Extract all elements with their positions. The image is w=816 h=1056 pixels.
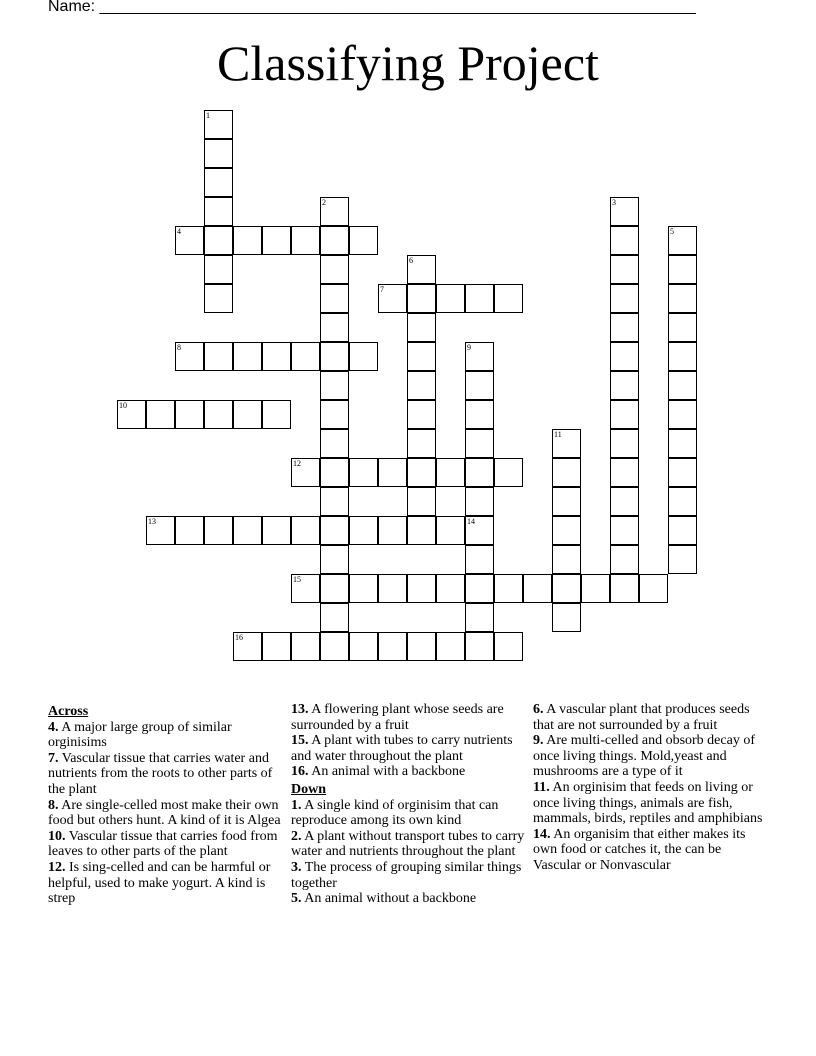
- cell-number: 14: [467, 517, 475, 526]
- crossword-cell[interactable]: [668, 400, 697, 429]
- crossword-cell[interactable]: [204, 516, 233, 545]
- crossword-cell[interactable]: [465, 603, 494, 632]
- cell-number: 8: [177, 343, 181, 352]
- crossword-cell[interactable]: [668, 545, 697, 574]
- clue-text: Are single-celled most make their own food but others hunt. A kind of it is Algea: [48, 797, 281, 829]
- crossword-cell[interactable]: [175, 400, 204, 429]
- clue-column-3: [533, 702, 769, 874]
- crossword-cell[interactable]: [262, 226, 291, 255]
- crossword-cell[interactable]: [494, 284, 523, 313]
- cell-number: 11: [554, 430, 562, 439]
- crossword-cell[interactable]: [610, 516, 639, 545]
- crossword-cell[interactable]: [610, 342, 639, 371]
- crossword-cell[interactable]: [668, 342, 697, 371]
- clue-column-1: [48, 702, 284, 907]
- crossword-cell[interactable]: [349, 574, 378, 603]
- crossword-cell[interactable]: [320, 487, 349, 516]
- clue-text: An animal with a backbone: [308, 764, 466, 780]
- across-heading: Across: [48, 704, 89, 719]
- clue-number: 5.: [291, 891, 302, 907]
- clue-number: 3.: [291, 859, 302, 875]
- crossword-cell[interactable]: [146, 400, 175, 429]
- clue-number: 4.: [48, 719, 59, 735]
- crossword-cell[interactable]: [610, 574, 639, 603]
- crossword-cell[interactable]: [262, 632, 291, 661]
- clue-number: 13.: [291, 702, 309, 717]
- crossword-cell[interactable]: [494, 458, 523, 487]
- clue-text: Is sing-celled and can be harmful or helpful, used to make yogurt. A kind is strep: [48, 859, 271, 907]
- crossword-cell[interactable]: [407, 371, 436, 400]
- crossword-cell[interactable]: [175, 226, 204, 255]
- crossword-cell[interactable]: [233, 342, 262, 371]
- clue-down-14: [533, 827, 769, 874]
- clue-number: 16.: [291, 764, 309, 780]
- cell-number: 15: [293, 575, 301, 584]
- crossword-cell[interactable]: [465, 400, 494, 429]
- clue-number: 6.: [533, 702, 544, 717]
- crossword-cell[interactable]: [552, 545, 581, 574]
- crossword-cell[interactable]: [204, 226, 233, 255]
- clue-down-11: [533, 780, 769, 827]
- clue-down-9: [533, 733, 769, 780]
- clue-down-1: [291, 798, 527, 829]
- crossword-cell[interactable]: [117, 400, 146, 429]
- crossword-cell[interactable]: [291, 516, 320, 545]
- clue-text: A flowering plant whose seeds are surrounded by a fruit: [291, 702, 504, 733]
- crossword-cell[interactable]: [523, 574, 552, 603]
- crossword-cell[interactable]: [610, 458, 639, 487]
- crossword-cell[interactable]: [349, 458, 378, 487]
- crossword-cell[interactable]: [320, 371, 349, 400]
- crossword-cell[interactable]: [320, 603, 349, 632]
- crossword-cell[interactable]: [175, 342, 204, 371]
- crossword-cell[interactable]: [320, 458, 349, 487]
- crossword-cell[interactable]: [378, 516, 407, 545]
- crossword-cell[interactable]: [378, 458, 407, 487]
- crossword-cell[interactable]: [552, 574, 581, 603]
- clue-across-7: [48, 751, 284, 798]
- clue-text: A plant with tubes to carry nutrients and water throughout the plant: [291, 733, 513, 764]
- crossword-cell[interactable]: [320, 516, 349, 545]
- crossword-cell[interactable]: [320, 226, 349, 255]
- crossword-cell[interactable]: [465, 458, 494, 487]
- crossword-cell[interactable]: [204, 342, 233, 371]
- cell-number: 13: [148, 517, 156, 526]
- crossword-cell[interactable]: [407, 458, 436, 487]
- crossword-cell[interactable]: [320, 632, 349, 661]
- clue-text: Are multi-celled and obsorb decay of once living things. Mold,yeast and mushrooms are a type of it: [533, 733, 755, 780]
- crossword-cell[interactable]: [146, 516, 175, 545]
- crossword-cell[interactable]: [465, 284, 494, 313]
- crossword-cell[interactable]: [465, 632, 494, 661]
- crossword-cell[interactable]: [291, 458, 320, 487]
- crossword-cell[interactable]: [436, 632, 465, 661]
- crossword-cell[interactable]: [407, 429, 436, 458]
- crossword-cell[interactable]: [465, 371, 494, 400]
- crossword-cell[interactable]: [668, 313, 697, 342]
- crossword-cell[interactable]: [407, 632, 436, 661]
- crossword-cell[interactable]: [407, 574, 436, 603]
- clue-number: 15.: [291, 733, 309, 749]
- cell-number: 1: [206, 111, 210, 120]
- clue-across-8: [48, 798, 284, 829]
- clue-across-16: [291, 764, 527, 780]
- crossword-cell[interactable]: [262, 516, 291, 545]
- clue-number: 2.: [291, 828, 302, 844]
- crossword-cell[interactable]: [610, 284, 639, 313]
- crossword-cell[interactable]: [465, 487, 494, 516]
- cell-number: 2: [322, 198, 326, 207]
- crossword-cell[interactable]: [204, 197, 233, 226]
- page-title: Classifying Project: [217, 35, 599, 91]
- crossword-cell[interactable]: [436, 458, 465, 487]
- crossword-cell[interactable]: [262, 400, 291, 429]
- crossword-cell[interactable]: [465, 429, 494, 458]
- clue-column-2: [291, 702, 527, 907]
- crossword-cell[interactable]: [494, 574, 523, 603]
- crossword-cell[interactable]: [204, 168, 233, 197]
- crossword-cell[interactable]: [610, 371, 639, 400]
- crossword-cell[interactable]: [552, 603, 581, 632]
- crossword-cell[interactable]: [378, 284, 407, 313]
- crossword-cell[interactable]: [378, 574, 407, 603]
- cell-number: 4: [177, 227, 181, 236]
- crossword-cell[interactable]: [407, 255, 436, 284]
- crossword-cell[interactable]: [407, 516, 436, 545]
- clue-text: Vascular tissue that carries water and nutrients from the roots to other parts of the plant: [48, 750, 273, 797]
- cell-number: 7: [380, 285, 384, 294]
- cell-number: 5: [670, 227, 674, 236]
- down-heading: Down: [291, 781, 327, 797]
- clue-across-15: [291, 733, 527, 764]
- clue-number: 8.: [48, 797, 59, 813]
- crossword-cell[interactable]: [233, 226, 262, 255]
- crossword-cell[interactable]: [320, 429, 349, 458]
- crossword-cell[interactable]: [465, 574, 494, 603]
- crossword-cell[interactable]: [291, 574, 320, 603]
- crossword-cell[interactable]: [668, 226, 697, 255]
- crossword-cell[interactable]: [668, 458, 697, 487]
- clue-text: A major large group of similar orginisims: [48, 719, 232, 751]
- crossword-cell[interactable]: [204, 139, 233, 168]
- crossword-cell[interactable]: [668, 371, 697, 400]
- crossword-cell[interactable]: [407, 313, 436, 342]
- clue-across-12: [48, 860, 284, 907]
- clue-text: A plant without transport tubes to carry water and nutrients throughout the plant: [291, 828, 525, 860]
- crossword-cell[interactable]: [668, 284, 697, 313]
- crossword-cell[interactable]: [320, 574, 349, 603]
- crossword-cell[interactable]: [610, 255, 639, 284]
- crossword-cell[interactable]: [349, 226, 378, 255]
- crossword-cell[interactable]: [204, 400, 233, 429]
- clue-text: The process of grouping similar things together: [291, 859, 522, 891]
- crossword-cell[interactable]: [668, 429, 697, 458]
- crossword-cell[interactable]: [436, 574, 465, 603]
- crossword-cell[interactable]: [552, 429, 581, 458]
- crossword-cell[interactable]: [668, 487, 697, 516]
- clue-down-5: [291, 891, 527, 907]
- crossword-cell[interactable]: [175, 516, 204, 545]
- crossword-cell[interactable]: [262, 342, 291, 371]
- cell-number: 12: [293, 459, 301, 468]
- clue-number: 9.: [533, 733, 544, 749]
- crossword-cell[interactable]: [320, 342, 349, 371]
- clue-text: A vascular plant that produces seeds that are not surrounded by a fruit: [533, 702, 750, 733]
- crossword-cell[interactable]: [349, 516, 378, 545]
- clue-text: A single kind of orginisim that can reproduce among its own kind: [291, 797, 499, 829]
- crossword-cell[interactable]: [291, 632, 320, 661]
- cell-number: 3: [612, 198, 616, 207]
- clue-down-2: [291, 829, 527, 860]
- crossword-cell[interactable]: [407, 487, 436, 516]
- crossword-cell[interactable]: [320, 545, 349, 574]
- crossword-cell[interactable]: [465, 342, 494, 371]
- crossword-cell[interactable]: [204, 284, 233, 313]
- crossword-cell[interactable]: [668, 516, 697, 545]
- crossword-cell[interactable]: [378, 632, 407, 661]
- crossword-cell[interactable]: [291, 342, 320, 371]
- clue-text: An organisim that either makes its own food or catches it, the can be Vascular or Nonvascular: [533, 826, 746, 873]
- cell-number: 6: [409, 256, 413, 265]
- clue-across-10: [48, 829, 284, 860]
- clue-text: An orginisim that feeds on living or once living things, animals are fish, mammals, birds, reptiles and amphibians: [533, 779, 763, 827]
- crossword-cell[interactable]: [320, 197, 349, 226]
- clue-text: An animal without a backbone: [301, 891, 477, 907]
- clue-across-13: [291, 702, 527, 733]
- crossword-cell[interactable]: [465, 516, 494, 545]
- clue-down-3: [291, 860, 527, 891]
- crossword-cell[interactable]: [204, 110, 233, 139]
- crossword-cell[interactable]: [610, 545, 639, 574]
- clue-across-4: [48, 720, 284, 751]
- crossword-cell[interactable]: [610, 197, 639, 226]
- crossword-cell[interactable]: [610, 400, 639, 429]
- crossword-cell[interactable]: [552, 458, 581, 487]
- crossword-cell[interactable]: [436, 516, 465, 545]
- crossword-cell[interactable]: [610, 313, 639, 342]
- crossword-cell[interactable]: [465, 545, 494, 574]
- crossword-cell[interactable]: [291, 226, 320, 255]
- crossword-cell[interactable]: [233, 400, 262, 429]
- name-field-label: Name: ___________________________________________________________________: [48, 0, 696, 15]
- clue-number: 1.: [291, 797, 302, 813]
- crossword-cell[interactable]: [407, 284, 436, 313]
- crossword-cell[interactable]: [610, 487, 639, 516]
- crossword-cell[interactable]: [610, 226, 639, 255]
- crossword-cell[interactable]: [407, 400, 436, 429]
- cell-number: 9: [467, 343, 471, 352]
- crossword-cell[interactable]: [552, 516, 581, 545]
- crossword-cell[interactable]: [320, 284, 349, 313]
- clue-number: 7.: [48, 750, 59, 766]
- crossword-cell[interactable]: [320, 313, 349, 342]
- cell-number: 10: [119, 401, 127, 410]
- crossword-cell[interactable]: [552, 487, 581, 516]
- clue-number: 14.: [533, 826, 551, 842]
- crossword-cell[interactable]: [349, 632, 378, 661]
- clue-number: 12.: [48, 859, 66, 875]
- crossword-cell[interactable]: [668, 255, 697, 284]
- clue-text: Vascular tissue that carries food from leaves to other parts of the plant: [48, 828, 278, 860]
- crossword-cell[interactable]: [639, 574, 668, 603]
- clue-down-6: [533, 702, 769, 733]
- crossword-cell[interactable]: [204, 255, 233, 284]
- crossword-cell[interactable]: [233, 516, 262, 545]
- clue-number: 10.: [48, 828, 66, 844]
- crossword-cell[interactable]: [233, 632, 262, 661]
- crossword-cell[interactable]: [494, 632, 523, 661]
- crossword-cell[interactable]: [320, 255, 349, 284]
- clue-number: 11.: [533, 779, 550, 795]
- crossword-cell[interactable]: [581, 574, 610, 603]
- crossword-cell[interactable]: [349, 342, 378, 371]
- crossword-cell[interactable]: [407, 342, 436, 371]
- crossword-cell[interactable]: [320, 400, 349, 429]
- cell-number: 16: [235, 633, 243, 642]
- crossword-cell[interactable]: [610, 429, 639, 458]
- crossword-cell[interactable]: [436, 284, 465, 313]
